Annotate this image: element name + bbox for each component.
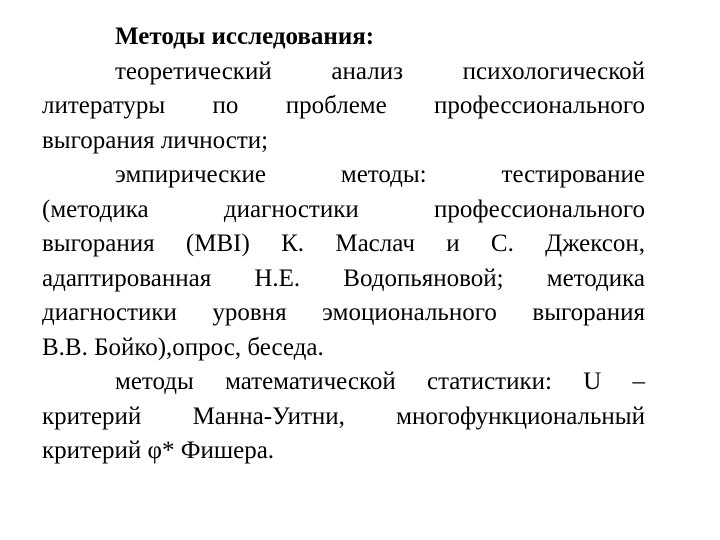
paragraph-line: В.В. Бойко),опрос, беседа. [42, 333, 324, 361]
paragraph-empirical-methods [42, 158, 645, 365]
paragraph-line: критерий Манна-Уитни, многофункциональный [42, 402, 645, 430]
paragraph-theoretical-analysis [42, 55, 645, 159]
paragraph-line: критерий φ* Фишера. [42, 437, 275, 464]
paragraph-line: теоретический анализ психологической [115, 57, 645, 85]
paragraph-line: (методика диагностики профессионального [42, 195, 645, 223]
paragraph-statistical-methods [42, 365, 645, 469]
paragraph-line: эмпирические методы: тестирование [115, 161, 645, 188]
paragraph-line: адаптированная Н.Е. Водопьяновой; методика [42, 264, 645, 292]
paragraph-line: литературы по проблеме профессионального [42, 92, 645, 119]
paragraph-line: методы математической статистики: U – [115, 368, 645, 395]
paragraph-line: диагностики уровня эмоционального выгорания [42, 299, 645, 326]
slide-body [42, 20, 645, 469]
paragraph-line: выгорания (MBI) К. Маслач и С. Джексон, [42, 230, 645, 257]
methods-heading: Методы исследования: [115, 23, 375, 50]
paragraph-line: выгорания личности; [42, 126, 269, 154]
